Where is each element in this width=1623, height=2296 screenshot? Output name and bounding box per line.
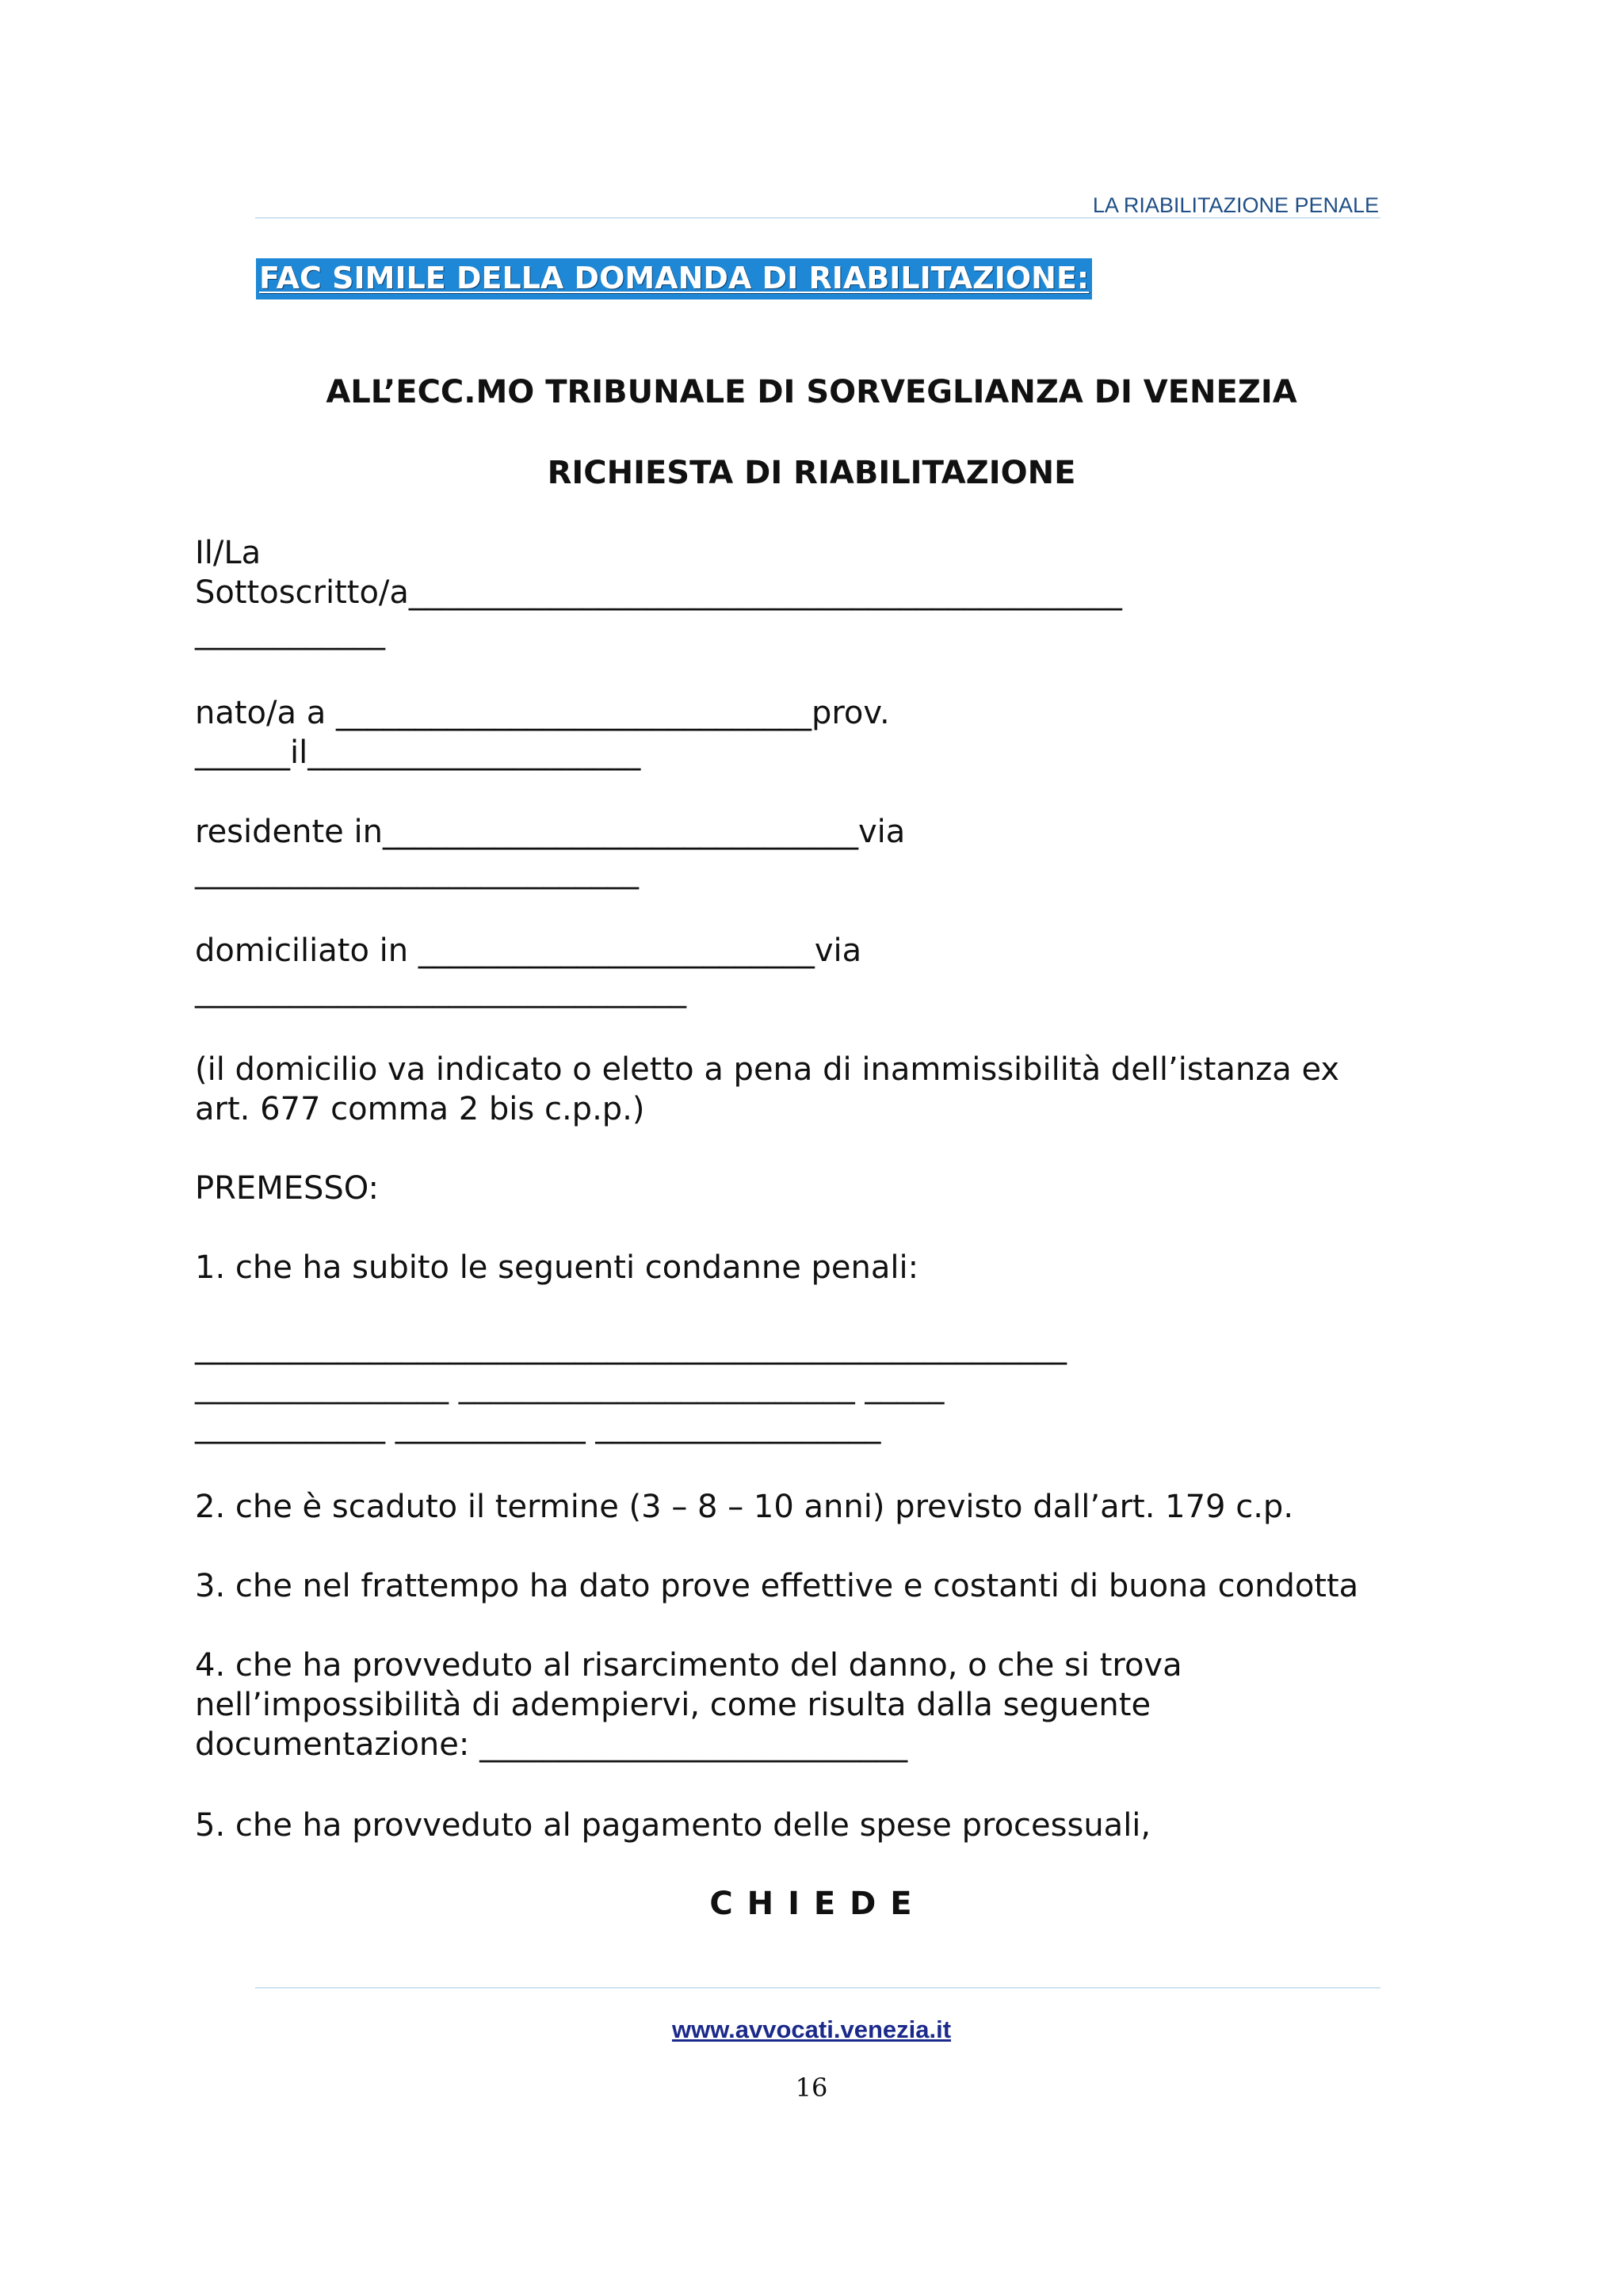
chiede-heading: C H I E D E: [709, 1886, 914, 1922]
condanne-blank-2: ________________ _________________________ _____: [195, 1368, 945, 1405]
form-line-sottoscritto-cont: ____________: [195, 614, 385, 650]
header-divider: [255, 217, 1381, 219]
item-1: 1. che ha subito le seguenti condanne penali:: [195, 1249, 919, 1286]
section-heading: FAC SIMILE DELLA DOMANDA DI RIABILITAZIONE:: [256, 258, 1092, 299]
form-line-nato: nato/a a ______________________________prov.: [195, 695, 890, 731]
form-line-domiciliato-via: _______________________________: [195, 972, 686, 1009]
page-number: 16: [795, 2073, 828, 2103]
form-line-residente: residente in______________________________via: [195, 814, 906, 850]
item-5: 5. che ha provveduto al pagamento delle spese processuali,: [195, 1807, 1151, 1844]
website-link[interactable]: www.avvocati.venezia.it: [671, 2016, 952, 2043]
addressee: ALL’ECC.MO TRIBUNALE DI SORVEGLIANZA DI VENEZIA: [326, 374, 1297, 410]
form-line-residente-via: ____________________________: [195, 853, 639, 890]
premesso-heading: PREMESSO:: [195, 1170, 380, 1207]
form-line-sottoscritto: Sottoscritto/a_____________________________________________: [195, 574, 1122, 611]
item-2: 2. che è scaduto il termine (3 – 8 – 10 anni) previsto dall’art. 179 c.p.: [195, 1489, 1294, 1525]
item-3: 3. che nel frattempo ha dato prove effettive e costanti di buona condotta: [195, 1568, 1359, 1604]
running-header: LA RIABILITAZIONE PENALE: [1092, 193, 1379, 217]
form-line-il-la: Il/La: [195, 535, 262, 571]
request-title: RICHIESTA DI RIABILITAZIONE: [547, 455, 1076, 491]
footer-divider: [255, 1987, 1381, 1989]
condanne-blank-3: ____________ ____________ __________________: [195, 1408, 881, 1444]
form-line-domiciliato: domiciliato in _________________________via: [195, 933, 862, 969]
condanne-blank-1: _______________________________________________________: [195, 1329, 1067, 1365]
form-line-nato-il: ______il_____________________: [195, 734, 641, 771]
domicile-note-line-1: (il domicilio va indicato o eletto a pena di inammissibilità dell’istanza ex: [195, 1051, 1340, 1088]
item-4-line-1: 4. che ha provveduto al risarcimento del danno, o che si trova: [195, 1647, 1182, 1684]
item-4-line-3: documentazione: ___________________________: [195, 1726, 908, 1763]
item-4-line-2: nell’impossibilità di adempiervi, come risulta dalla seguente: [195, 1687, 1151, 1723]
domicile-note-line-2: art. 677 comma 2 bis c.p.p.): [195, 1091, 645, 1127]
